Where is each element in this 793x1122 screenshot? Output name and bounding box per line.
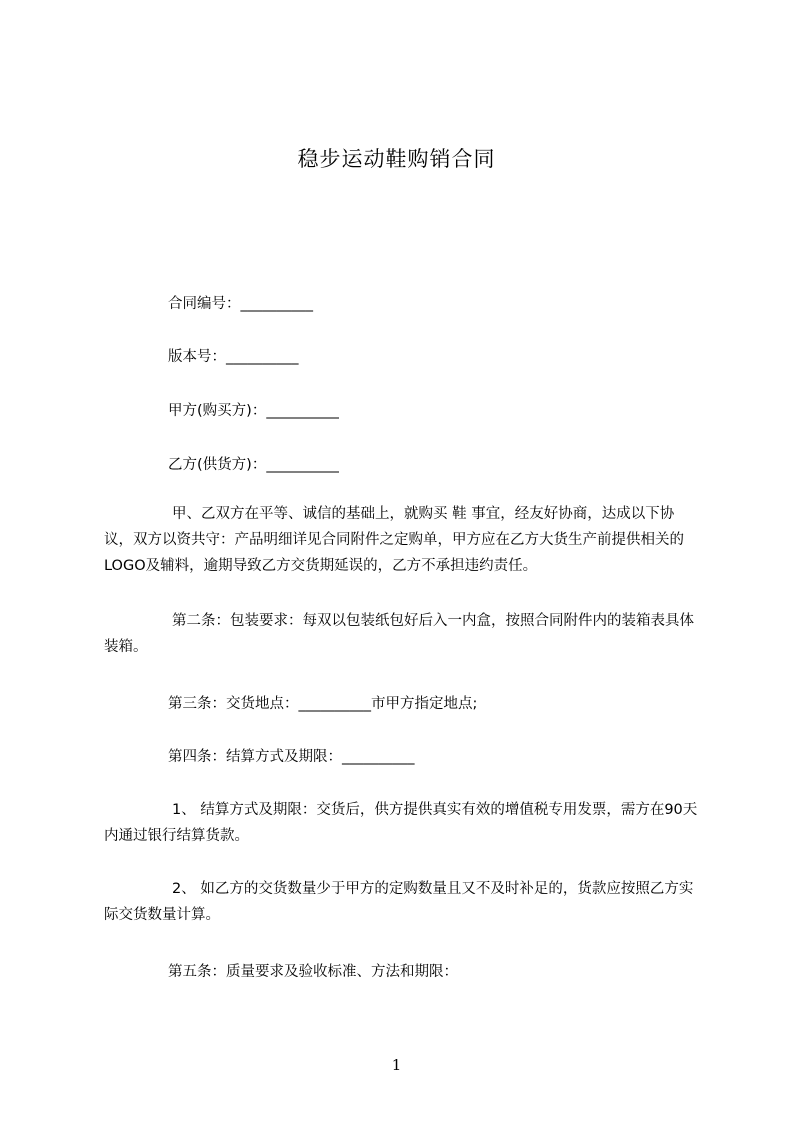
party-a-field: 甲方(购买方)：__________ xyxy=(168,403,339,419)
page-number: 1 xyxy=(391,1056,402,1074)
article-2-paragraph: 第二条：包装要求：每双以包装纸包好后入一内盒，按照合同附件内的装箱表具体装箱。 xyxy=(104,613,694,655)
article-4-item-1: 1、 结算方式及期限：交货后，供方提供真实有效的增值税专用发票，需方在90天内通过银行结算货款。 xyxy=(104,802,698,844)
intro-paragraph: 甲、乙双方在平等、诚信的基础上，就购买 鞋 事宜，经友好协商，达成以下协议，双方以资共守：产品明细详见合同附件之定购单，甲方应在乙方大货生产前提供相关的LOGO及辅料，逾期导致乙方交货期延误的，乙方不承担违约责任。 xyxy=(104,506,684,574)
document-title: 稳步运动鞋购销合同 xyxy=(297,147,496,171)
contract-number-field: 合同编号：__________ xyxy=(168,296,313,312)
article-3-paragraph: 第三条：交货地点：__________市甲方指定地点; xyxy=(168,696,478,712)
article-4-item-2: 2、 如乙方的交货数量少于甲方的定购数量且又不及时补足的，货款应按照乙方实际交货数量计算。 xyxy=(104,881,694,923)
article-5-paragraph: 第五条：质量要求及验收标准、方法和期限： xyxy=(168,964,458,980)
article-4-paragraph: 第四条：结算方式及期限：__________ xyxy=(168,749,415,765)
party-b-field: 乙方(供货方)：__________ xyxy=(168,457,339,473)
version-number-field: 版本号：__________ xyxy=(168,349,299,365)
